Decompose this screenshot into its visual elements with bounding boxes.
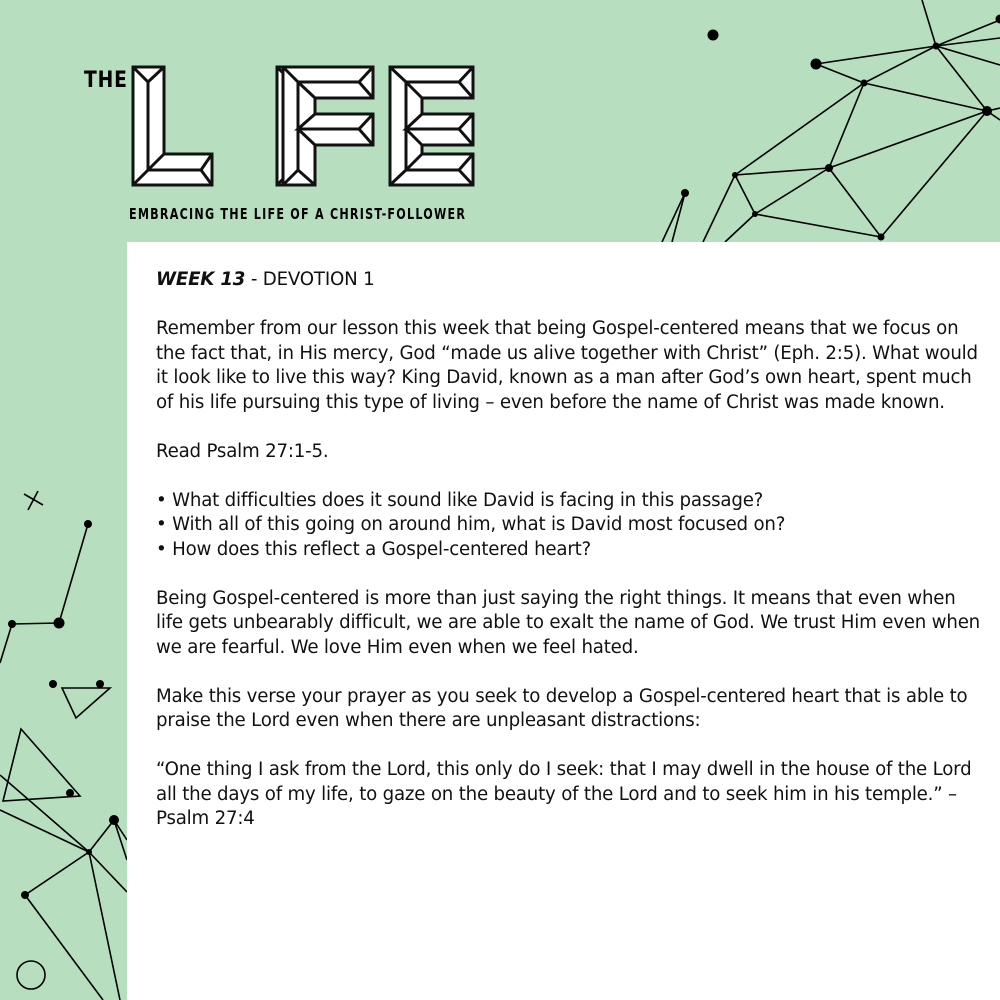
week-label: WEEK 13: [156, 269, 246, 290]
devotion-heading: [156, 268, 986, 293]
question-item: • How does this reflect a Gospel-centered heart?: [156, 538, 592, 560]
question-list: [156, 489, 986, 563]
prayer-intro: Make this verse your prayer as you seek to develop a Gospel-centered heart that is able to praise the Lord even when there are unpleasant distractions:: [156, 685, 968, 731]
devotion-content: [156, 268, 986, 856]
left-dots: [8, 520, 119, 899]
left-network: [0, 491, 127, 1000]
scripture-quote: “One thing I ask from the Lord, this only do I seek: that I may dwell in the house of the Lord all the days of my life, to gaze on the beauty of the Lord and to seek him in his temple.” – Psalm 27:4: [156, 759, 972, 829]
body-paragraph: Being Gospel-centered is more than just saying the right things. It means that even when life gets unbearably difficult, we are able to exalt the name of God. We trust Him even when we are fearful. We love Him even when we feel hated.: [156, 587, 981, 658]
top-right-dots: [681, 15, 1000, 241]
logo-prefix: THE: [84, 68, 128, 93]
question-item: • What difficulties does it sound like David is facing in this passage?: [156, 489, 764, 511]
reading-assignment: Read Psalm 27:1-5.: [156, 440, 329, 462]
question-item: • With all of this going on around him, what is David most focused on?: [156, 514, 786, 535]
intro-paragraph: Remember from our lesson this week that being Gospel-centered means that we focus on the fact that, in His mercy, God “made us alive together with Christ” (Eph. 2:5). What would it look like to live this way? King David, known as a man after God’s own heart, spent much of his life pursuing this type of living – even before the name of Christ was made known.: [156, 318, 978, 413]
tagline: EMBRACING THE LIFE OF A CHRIST-FOLLOWER: [129, 205, 467, 223]
logo-letter-l: [133, 67, 212, 185]
logo-letter-e: [390, 67, 473, 185]
devotion-label: - DEVOTION 1: [245, 269, 375, 290]
life-logo: [130, 64, 480, 189]
